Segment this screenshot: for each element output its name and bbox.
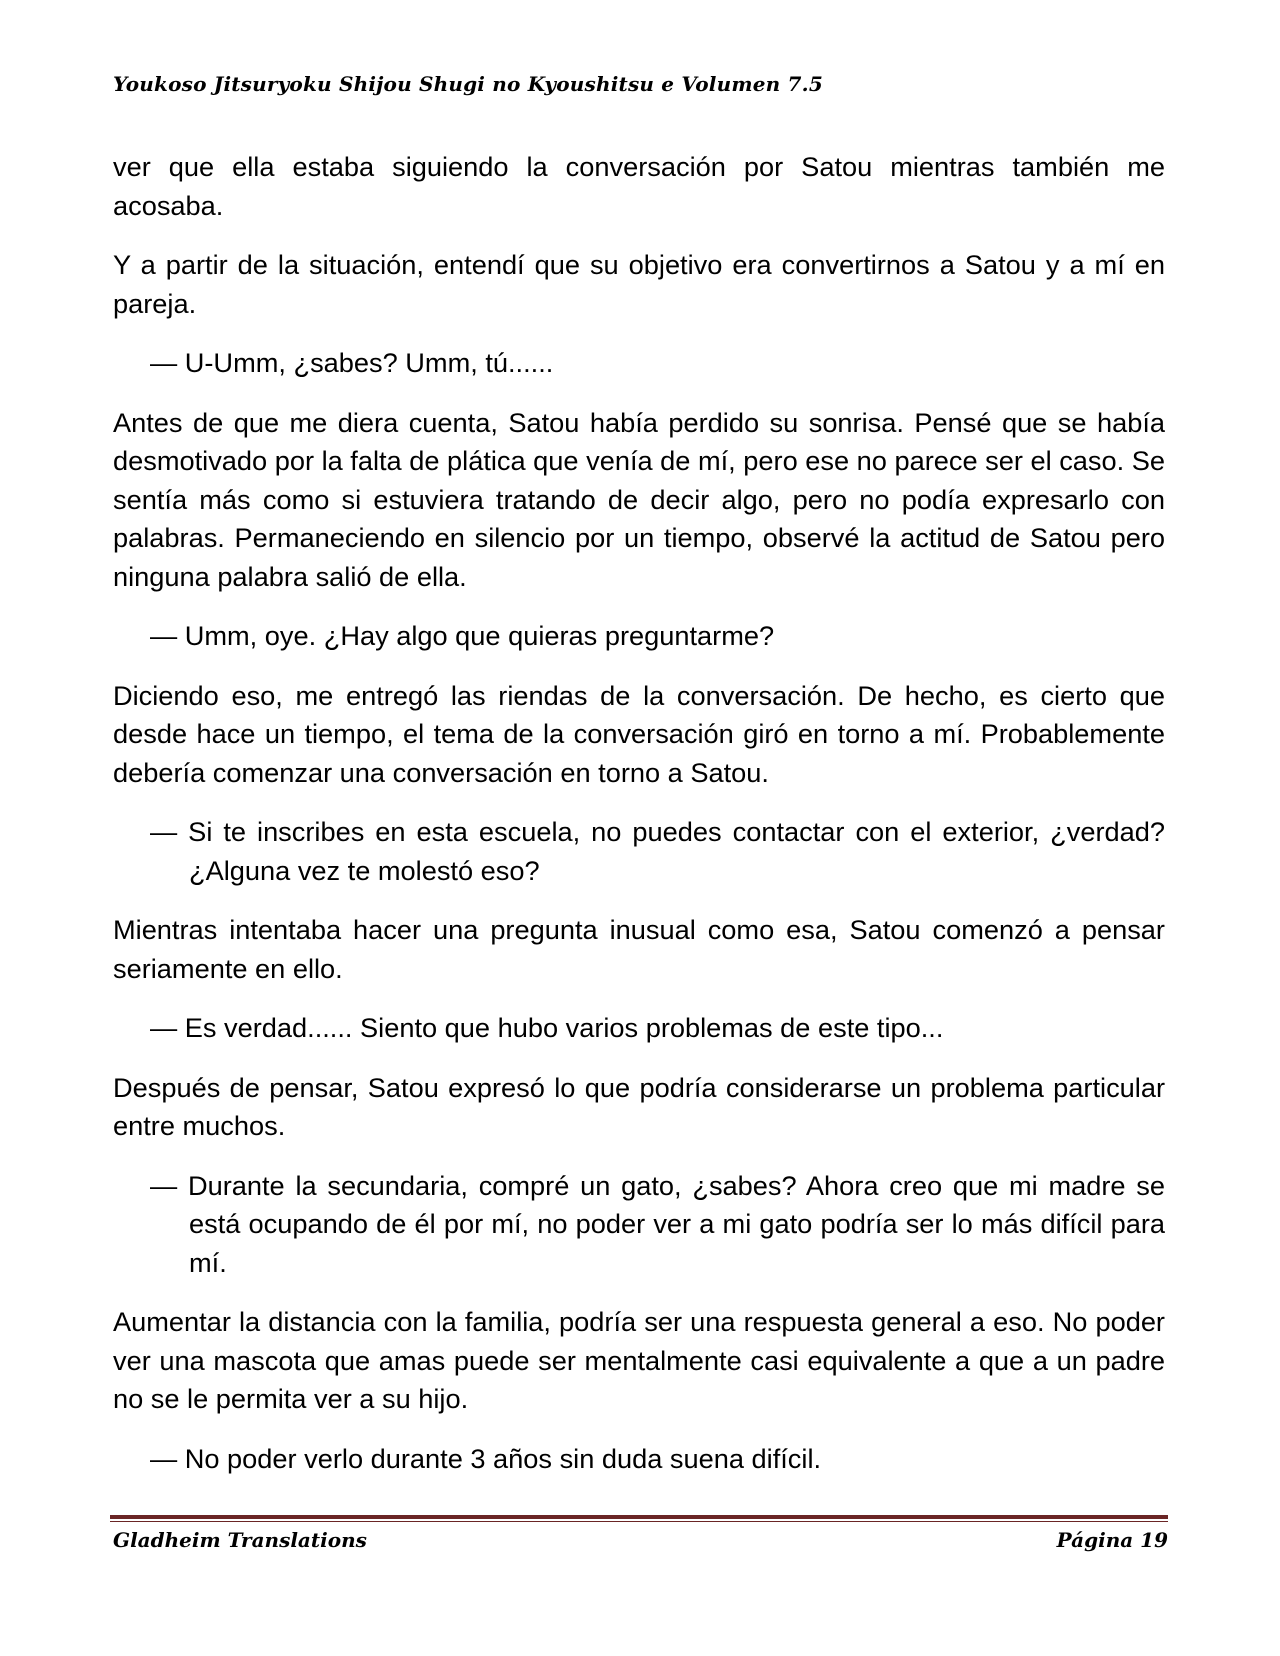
footer-divider-thick bbox=[110, 1515, 1168, 1519]
dialogue-line: — Si te inscribes en esta escuela, no puedes contactar con el exterior, ¿verdad? ¿Alguna vez te molestó eso? bbox=[150, 816, 1165, 886]
paragraph: Después de pensar, Satou expresó lo que podría considerarse un problema particular entre muchos. bbox=[113, 1071, 1165, 1141]
page-number: Página 19 bbox=[1056, 1528, 1168, 1552]
paragraph: Aumentar la distancia con la familia, podría ser una respuesta general a eso. No poder ver una mascota que amas puede ser mentalmente casi equivalente a que a un padre no se le permita ver a su hijo. bbox=[113, 1306, 1165, 1414]
footer-credit: Gladheim Translations bbox=[113, 1528, 367, 1552]
dialogue-line: — No poder verlo durante 3 años sin duda suena difícil. bbox=[150, 1442, 822, 1474]
body-text bbox=[113, 148, 1165, 1499]
dialogue-line: — U-Umm, ¿sabes? Umm, tú...... bbox=[150, 347, 554, 378]
dialogue-line: — Durante la secundaria, compré un gato, ¿sabes? Ahora creo que mi madre se está ocupando de él por mí, no poder ver a mi gato podría ser lo más difícil para mí. bbox=[150, 1169, 1165, 1278]
paragraph: Diciendo eso, me entregó las riendas de la conversación. De hecho, es cierto que desde hace un tiempo, el tema de la conversación giró en torno a mí. Probablemente debería comenzar una conversación en torno a Satou. bbox=[113, 679, 1165, 788]
footer-divider bbox=[110, 1515, 1168, 1522]
paragraph: ver que ella estaba siguiendo la conversación por Satou mientras también me acosaba. bbox=[113, 151, 1165, 221]
footer-divider-thin bbox=[110, 1521, 1168, 1522]
running-header: Youkoso Jitsuryoku Shijou Shugi no Kyoushitsu e Volumen 7.5 bbox=[113, 72, 823, 96]
paragraph: Y a partir de la situación, entendí que su objetivo era convertirnos a Satou y a mí en pareja. bbox=[113, 249, 1165, 319]
paragraph: Mientras intentaba hacer una pregunta inusual como esa, Satou comenzó a pensar seriamente en ello. bbox=[113, 914, 1165, 984]
paragraph: Antes de que me diera cuenta, Satou había perdido su sonrisa. Pensé que se había desmotivado por la falta de plática que venía de mí, pero ese no parece ser el caso. Se sentía más como si estuviera tratando de decir algo, pero no podía expresarlo con palabras. Permaneciendo en silencio por un tiempo, observé la actitud de Satou pero ninguna palabra salió de ella. bbox=[113, 406, 1165, 592]
dialogue-line: — Umm, oye. ¿Hay algo que quieras preguntarme? bbox=[150, 620, 775, 651]
dialogue-line: — Es verdad...... Siento que hubo varios problemas de este tipo... bbox=[150, 1012, 944, 1043]
